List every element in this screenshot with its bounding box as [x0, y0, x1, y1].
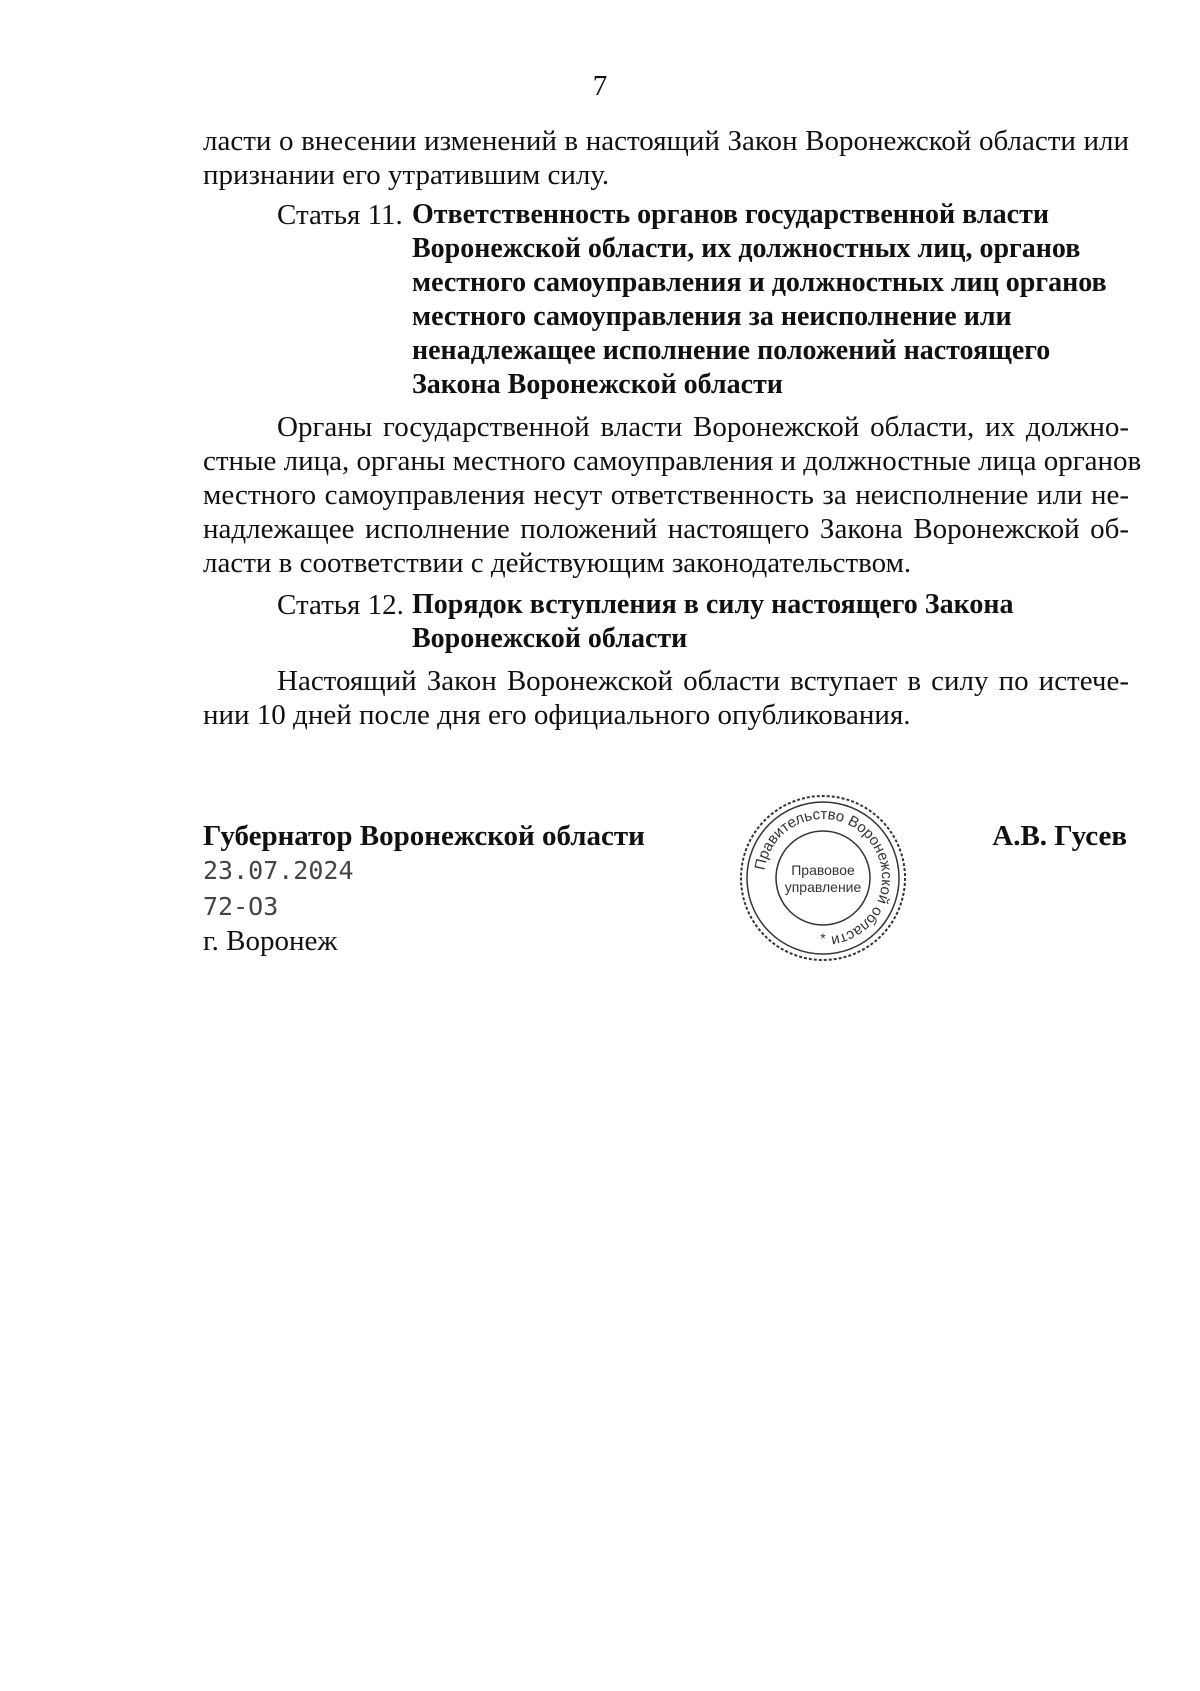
seal-inner-ring: [776, 831, 870, 925]
article-11-title-line-4: местного самоуправления за неисполнение или: [412, 301, 1012, 332]
signature-title: Губернатор Воронежской области: [203, 820, 645, 852]
intro-line-2: признании его утратившим силу.: [203, 159, 610, 191]
article-12-body-line-1: Настоящий Закон Воронежской области вступает в силу по истече-: [277, 665, 1129, 697]
article-12-title-line-2: Воронежской области: [412, 623, 688, 654]
article-11-title-line-2: Воронежской области, их должностных лиц, органов: [412, 233, 1081, 264]
article-11-body-line-2: стные лица, органы местного самоуправления и должностные лица органов: [203, 445, 1142, 477]
official-seal: [738, 793, 908, 963]
seal-center-line-1: Правовое: [791, 862, 855, 878]
seal-star: *: [820, 930, 826, 946]
seal-ring-text: Правительство Воронежской области: [751, 805, 896, 950]
article-11-body-line-1: Органы государственной власти Воронежской области, их должно-: [277, 411, 1129, 443]
article-12-body-line-2: нии 10 дней после дня его официального опубликования.: [203, 699, 911, 731]
article-11-title-line-3: местного самоуправления и должностных лиц органов: [412, 267, 1107, 298]
law-number: 72-ОЗ: [203, 892, 279, 921]
article-12-label: Статья 12.: [277, 589, 404, 621]
article-11-body-line-5: ласти в соответствии с действующим законодательством.: [203, 547, 912, 579]
article-11-body-line-3: местного самоуправления несут ответственность за неисполнение или не-: [203, 479, 1129, 511]
article-12-title-line-1: Порядок вступления в силу настоящего Закона: [412, 589, 1014, 620]
page-number: 7: [592, 70, 608, 102]
article-11-title-line-5: ненадлежащее исполнение положений настоящего: [412, 335, 1051, 366]
article-11-title-line-1: Ответственность органов государственной власти: [412, 199, 1049, 230]
seal-center-line-2: управление: [784, 879, 862, 895]
signature-name: А.В. Гусев: [992, 820, 1127, 852]
signature-date: 23.07.2024: [203, 856, 354, 885]
city: г. Воронеж: [203, 925, 338, 957]
article-11-body-line-4: надлежащее исполнение положений настоящего Закона Воронежской об-: [203, 513, 1129, 545]
intro-line-1: ласти о внесении изменений в настоящий Закон Воронежской области или: [203, 125, 1129, 157]
article-11-label: Статья 11.: [277, 199, 403, 231]
article-11-title-line-6: Закона Воронежской области: [412, 369, 783, 400]
